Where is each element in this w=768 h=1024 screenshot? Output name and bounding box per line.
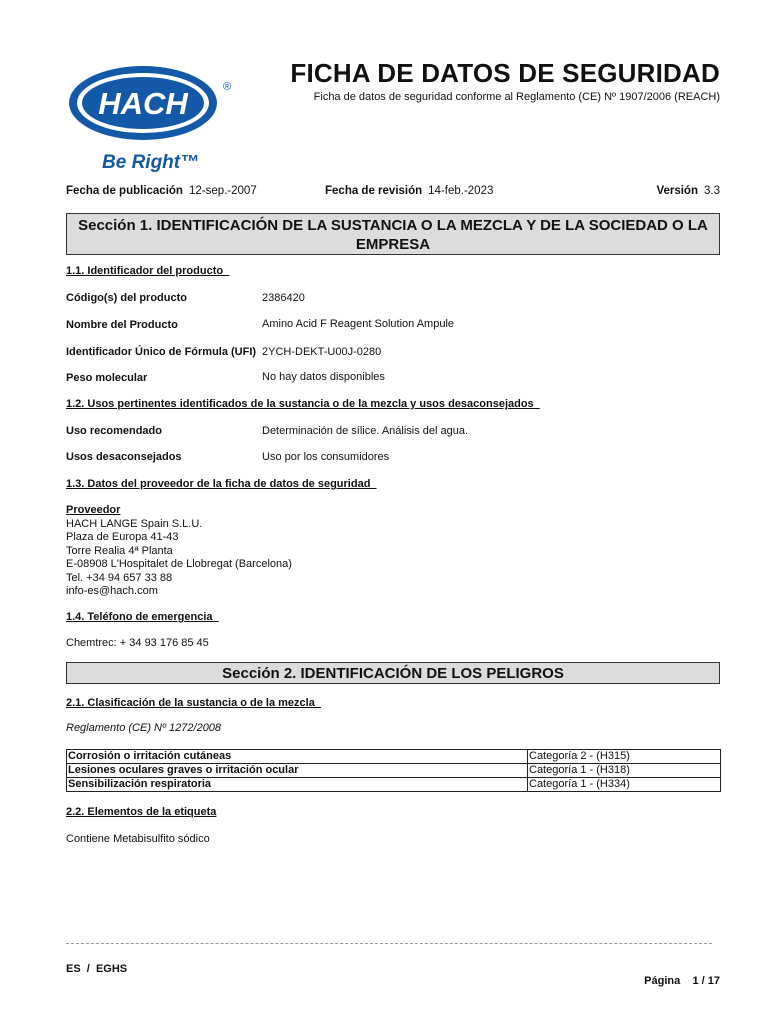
publication-date-value: 12-sep.-2007: [188, 185, 257, 197]
product-code-value: 2386420: [262, 292, 305, 304]
recommended-use-value: Determinación de sílice. Análisis del agua.: [262, 425, 469, 437]
subsection-1-3: 1.3. Datos del proveedor de la ficha de datos de seguridad: [66, 478, 377, 490]
supplier-line: E-08908 L'Hospitalet de Llobregat (Barcelona): [66, 558, 292, 570]
hazard-name: Corrosión o irritación cutáneas: [67, 750, 528, 764]
recommended-use-label: Uso recomendado: [66, 425, 162, 437]
logo-slogan: Be Right™: [102, 152, 200, 173]
revision-date-value: 14-feb.-2023: [428, 185, 494, 197]
supplier-line: HACH LANGE Spain S.L.U.: [66, 517, 203, 530]
uses-advised-against-label: Usos desaconsejados: [66, 451, 182, 463]
publication-date-label: Fecha de publicación: [66, 185, 183, 197]
page-label: Página: [644, 975, 681, 987]
hach-logo: [66, 62, 236, 177]
hazard-classification-table: [66, 749, 721, 792]
footer-page: [638, 963, 720, 987]
uses-advised-against-value: Uso por los consumidores: [262, 451, 390, 463]
subsection-1-1: 1.1. Identificador del producto: [66, 265, 230, 277]
section-2-title: Sección 2. IDENTIFICACIÓN DE LOS PELIGROS: [222, 665, 564, 682]
product-name-label: Nombre del Producto: [66, 319, 178, 331]
ufi-label: Identificador Único de Fórmula (UFI): [66, 346, 257, 358]
molecular-weight-value: No hay datos disponibles: [262, 371, 385, 383]
molecular-weight-label: Peso molecular: [66, 372, 148, 384]
hazard-name: Sensibilización respiratoria: [67, 778, 528, 792]
section-1-title-line1: Sección 1. IDENTIFICACIÓN DE LA SUSTANCIA O LA MEZCLA Y DE LA SOCIEDAD O LA: [78, 217, 708, 234]
document-title: FICHA DE DATOS DE SEGURIDAD: [290, 58, 720, 88]
publication-date: [66, 185, 257, 197]
document-subtitle: Ficha de datos de seguridad conforme al Reglamento (CE) Nº 1907/2006 (REACH): [313, 91, 720, 103]
page-number: 1 / 17: [692, 975, 720, 987]
table-row: [67, 778, 721, 792]
subsection-1-4: 1.4. Teléfono de emergencia: [66, 611, 219, 623]
label-contains: Contiene Metabisulfito sódico: [66, 833, 210, 845]
ufi-value: 2YCH-DEKT-U00J-0280: [262, 346, 382, 358]
logo-brand: HACH: [98, 86, 188, 121]
section-2-header: [66, 662, 720, 684]
subsection-2-2: 2.2. Elementos de la etiqueta: [66, 806, 217, 818]
table-row: [67, 764, 721, 778]
supplier-heading: Proveedor: [66, 504, 121, 516]
logo-registered-mark: ®: [223, 81, 232, 93]
section-1-title-line2: EMPRESA: [355, 236, 431, 253]
supplier-line: info-es@hach.com: [66, 585, 158, 597]
hazard-category: Categoría 1 - (H334): [528, 778, 721, 792]
regulation-reference: Reglamento (CE) Nº 1272/2008: [66, 722, 222, 734]
hazard-name: Lesiones oculares graves o irritación ocular: [67, 764, 528, 778]
footer-language: ES / EGHS: [66, 963, 128, 975]
hazard-category: Categoría 2 - (H315): [528, 750, 721, 764]
version-value: 3.3: [704, 185, 720, 197]
product-code-label: Código(s) del producto: [66, 292, 187, 304]
supplier-line: Plaza de Europa 41-43: [66, 531, 179, 543]
emergency-phone: Chemtrec: + 34 93 176 85 45: [66, 637, 209, 649]
subsection-1-2: 1.2. Usos pertinentes identificados de la sustancia o de la mezcla y usos desaconsejados: [66, 398, 540, 410]
version: [656, 185, 720, 197]
hach-logo-icon: [66, 62, 236, 177]
supplier-line: Tel. +34 94 657 33 88: [66, 571, 173, 584]
supplier-block: [66, 504, 292, 599]
revision-date: [325, 185, 493, 197]
footer-divider: [66, 943, 712, 944]
table-row: [67, 750, 721, 764]
subsection-2-1: 2.1. Clasificación de la sustancia o de la mezcla: [66, 697, 321, 709]
supplier-line: Torre Realia 4ª Planta: [66, 544, 173, 557]
version-label: Versión: [656, 185, 698, 197]
section-1-header: [66, 213, 720, 255]
hazard-category: Categoría 1 - (H318): [528, 764, 721, 778]
product-name-value: Amino Acid F Reagent Solution Ampule: [262, 318, 455, 330]
revision-date-label: Fecha de revisión: [325, 185, 423, 197]
